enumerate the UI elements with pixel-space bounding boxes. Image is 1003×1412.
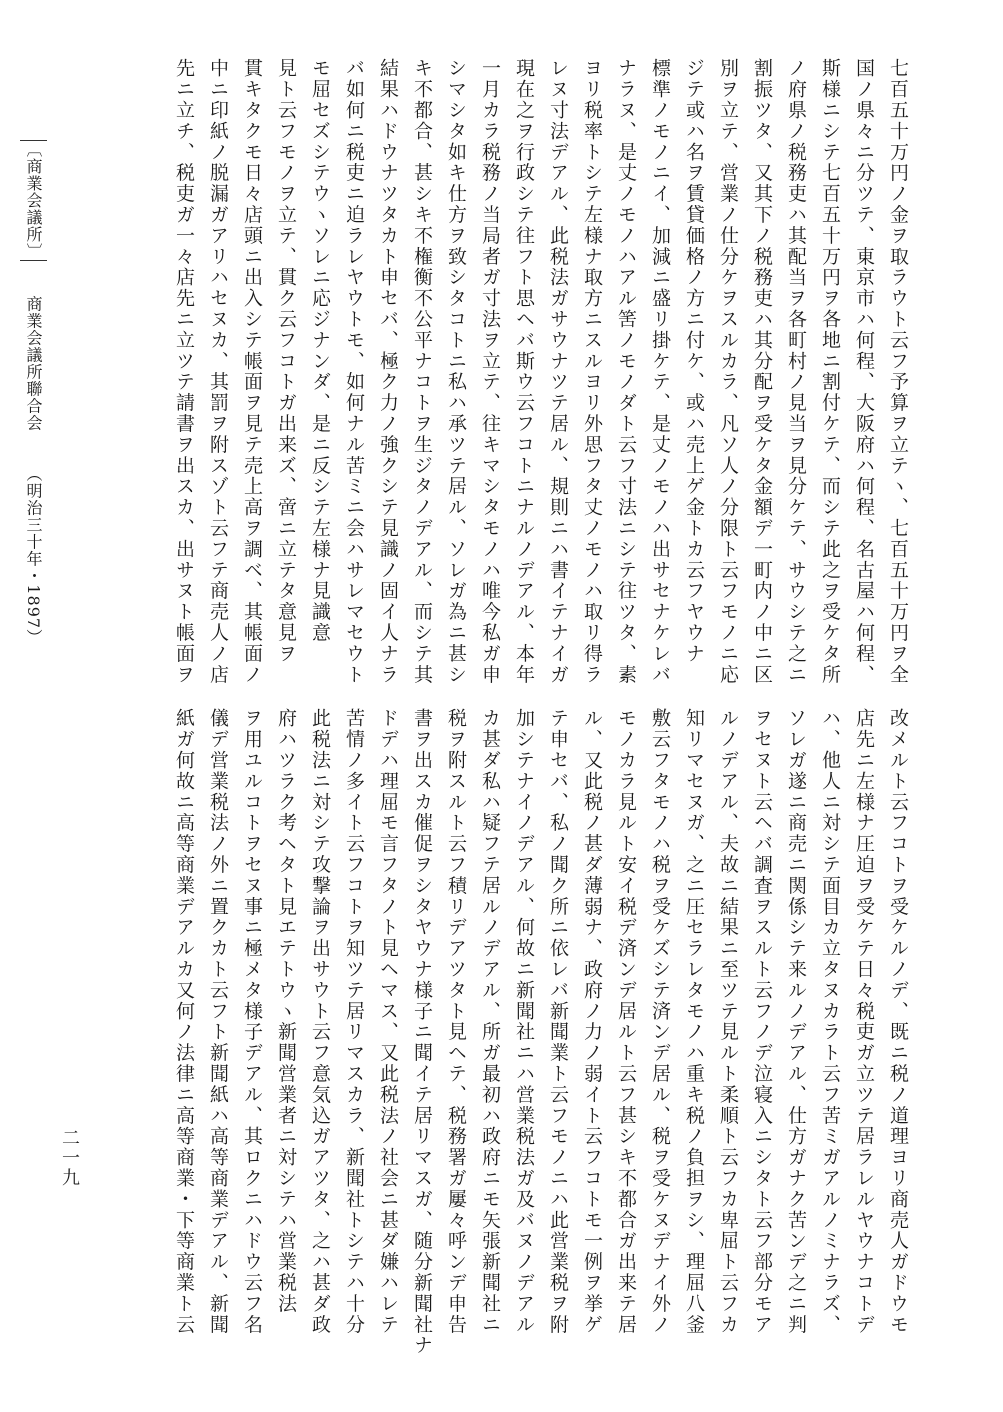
text-column: 結果ハドウナツタカト申セバ、極ク力ノ強クシテ見識ノ固イ人ナラ (377, 58, 399, 685)
text-column: 此税法ニ対シテ攻撃論ヲ出サウト云フ意気込ガアツタ、之ハ甚ダ政 (309, 708, 331, 1335)
text-column: 税ヲ附スルト云フ積リデアツタト見ヘテ、税務署ガ屢々呼ンデ申告 (445, 708, 467, 1335)
text-column: 一月カラ税務ノ当局者ガ寸法ヲ立テ、往キマシタモノハ唯今私ガ申 (479, 58, 501, 685)
page-number: 二一九 (59, 1128, 80, 1188)
text-column: 別ヲ立テ、営業ノ仕分ケヲスルカラ、凡ソ人ノ分限ト云フモノニ応 (717, 58, 739, 685)
text-column: 斯様ニシテ七百五十万円ヲ各地ニ割付ケテ、而シテ此之ヲ受ケタ所 (819, 58, 841, 685)
text-column: カ甚ダ私ハ疑フテ居ルノデアル、所ガ最初ハ政府ニモ矢張新聞社ニ (479, 708, 501, 1335)
text-column: ルノデアル、夫故ニ結果ニ至ツテ見ルト柔順ト云フカ卑屈ト云フカ (717, 708, 739, 1335)
text-column: ル、又此税ノ甚ダ薄弱ナ、政府ノ力ノ弱イト云フコトモ一例ヲ挙ゲ (581, 708, 603, 1335)
text-column: シマシタ如キ仕方ヲ致シタコトニ私ハ承ツテ居ル、ソレガ為ニ甚シ (445, 58, 467, 685)
text-column: 改メルト云フコトヲ受ケルノデ、既ニ税ノ道理ヨリ商売人ガドウモ (887, 708, 909, 1335)
text-column: 苦情ノ多イト云フコトヲ知ツテ居リマスカラ、新聞社トシテハ十分 (343, 708, 365, 1335)
text-column: ノ府県ノ税務吏ハ其配当ヲ各町村ノ見当ヲ見分ケテ、サウシテ之ニ (785, 58, 807, 685)
lower-text-block (95, 708, 915, 1356)
text-column: 府ハツラク考ヘタト見エテトウヽ新聞営業者ニ対シテハ営業税法 (275, 708, 297, 1315)
running-head-section: 〔商業会議所〕 (20, 140, 47, 261)
text-column: ハ、他人ニ対シテ面目カ立タヌカラト云フ苦ミガアルノミナラズ、 (819, 708, 841, 1335)
text-column: 見ト云フモノヲ立テ、貫ク云フコトガ出来ズ、啻ニ立テタ意見ヲ (275, 58, 297, 665)
text-column: 先ニ立チ、税吏ガ一々店先ニ立ツテ請書ヲ出スカ、出サヌト帳面ヲ (173, 58, 195, 685)
text-column: 貫キタクモ日々店頭ニ出入シテ帳面ヲ見テ売上高ヲ調ベ、其帳面ノ (241, 58, 263, 685)
text-column: 知リマセヌガ、之ニ圧セラレタモノハ重キ税ノ負担ヲシ、理屈八釜 (683, 708, 705, 1335)
text-column: 敷云フタモノハ税ヲ受ケズシテ済ンデ居ル、税ヲ受ケヌデナイ外ノ (649, 708, 671, 1335)
text-column: 国ノ県々ニ分ツテ、東京市ハ何程、大阪府ハ何程、名古屋ハ何程、 (853, 58, 875, 685)
text-column: ヲ用ユルコトヲセヌ事ニ極メタ様子デアル、其ロクニハドウ云フ名 (241, 708, 263, 1335)
text-column: バ如何ニ税吏ニ迫ラレヤウトモ、如何ナル苦ミニ会ハサレマセウト (343, 58, 365, 685)
text-column: ヲセヌト云ヘバ調査ヲスルト云フノデ泣寝入ニシタト云フ部分モア (751, 708, 773, 1335)
text-column: 紙ガ何故ニ高等商業デアルカ又何ノ法律ニ高等商業・下等商業ト云 (173, 708, 195, 1335)
text-column: 加シテナイノデアル、何故ニ新聞社ニハ営業税法ガ及バヌノデアル (513, 708, 535, 1335)
text-column: レヌ寸法デアル、此税法ガサウナツテ居ル、規則ニハ書イテナイガ (547, 58, 569, 685)
text-column: 現在之ヲ行政シテ往フト思ヘバ斯ウ云フコトニナルノデアル、本年 (513, 58, 535, 685)
running-head (20, 140, 47, 646)
text-column: キ不都合、甚シキ不権衡不公平ナコトヲ生ジタノデアル、而シテ其 (411, 58, 433, 685)
text-column: テ申セバ、私ノ聞ク所ニ依レバ新聞業ト云フモノニハ此営業税ヲ附 (547, 708, 569, 1335)
text-column: 店先ニ左様ナ圧迫ヲ受ケテ日々税吏ガ立ツテ居ラレルヤウナコトデ (853, 708, 875, 1335)
text-column: 標準ノモノニイ、加減ニ盛リ掛ケテ、是丈ノモノハ出サセナケレバ (649, 58, 671, 685)
text-column: ジテ或ハ名ヲ賃貸価格ノ方ニ付ケ、或ハ売上ゲ金トカ云フヤウナ (683, 58, 705, 665)
running-head-date: （明治三十年・1897） (24, 465, 43, 647)
text-column: 七百五十万円ノ金ヲ取ラウト云フ予算ヲ立テヽ、七百五十万円ヲ全 (887, 58, 909, 685)
text-column: 書ヲ出スカ催促ヲシタヤウナ様子ニ聞イテ居リマスガ、随分新聞社ナ (411, 708, 433, 1356)
text-column: 割振ツタ、又其下ノ税務吏ハ其分配ヲ受ケタ金額デ一町内ノ中ニ区 (751, 58, 773, 685)
text-column: 儀デ営業税法ノ外ニ置クカト云フト新聞紙ハ高等商業デアル、新聞 (207, 708, 229, 1335)
text-column: モ屈セズシテウヽソレニ応ジナンダ、是ニ反シテ左様ナ見識意 (309, 58, 331, 644)
text-column: ソレガ遂ニ商売ニ関係シテ来ルノデアル、仕方ガナク苦ンデ之ニ判 (785, 708, 807, 1335)
text-column: ヨリ税率トシテ左様ナ取方ニスルヨリ外思フタ丈ノモノハ取リ得ラ (581, 58, 603, 685)
text-column: モノカラ見ルト安イ税デ済ンデ居ルト云フ甚シキ不都合ガ出来テ居 (615, 708, 637, 1335)
text-column: ナラヌ、是丈ノモノハアル筈ノモノダト云フ寸法ニシテ往ツタ、素 (615, 58, 637, 685)
running-head-publisher: 商業会議所聯合会 (24, 295, 43, 432)
text-column: ドデハ理屈モ言フタノト見ヘマス、又此税法ノ社会ニ甚ダ嫌ハレテ (377, 708, 399, 1335)
text-column: 中ニ印紙ノ脱漏ガアリハセヌカ、其罰ヲ附スゾト云フテ商売人ノ店 (207, 58, 229, 685)
upper-text-block (95, 58, 915, 685)
